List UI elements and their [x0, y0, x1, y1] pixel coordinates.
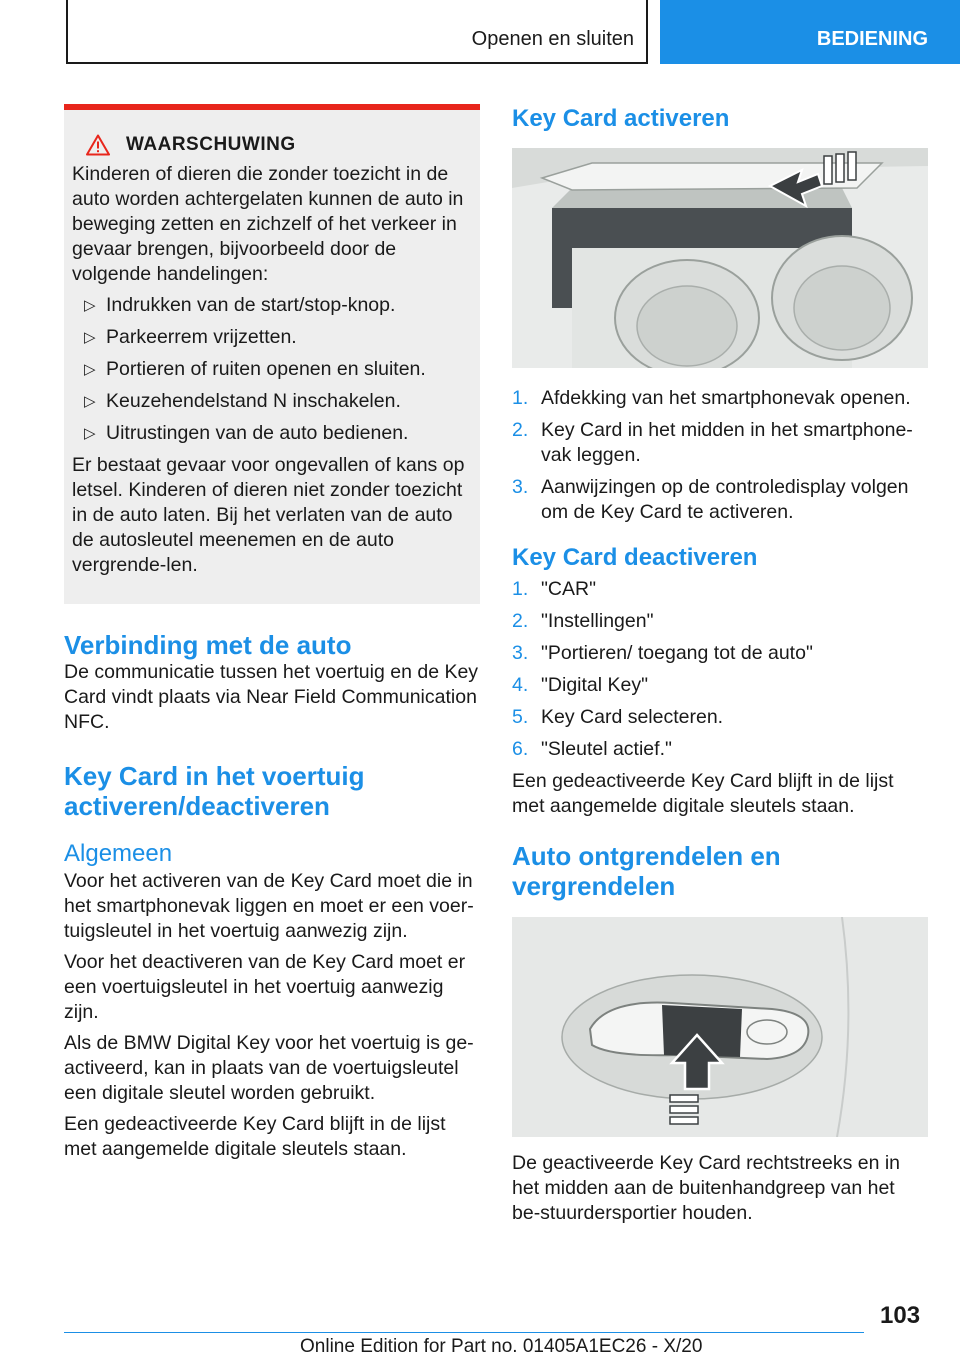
list-item: ▷ Portieren of ruiten openen en sluiten. [72, 357, 472, 382]
list-item: ▷ Indrukken van de start/stop-knop. [72, 293, 472, 318]
triangle-bullet-icon: ▷ [84, 425, 96, 442]
section-heading-keycard: Key Card in het voertuig activeren/deactiveren [64, 761, 365, 821]
paragraph: Een gedeactiveerde Key Card blijft in de lijst met aangemelde digitale sleutels staan. [64, 1113, 446, 1160]
triangle-bullet-icon: ▷ [84, 297, 96, 314]
warning-box [64, 104, 480, 604]
section-header [66, 0, 648, 64]
subheading-deactiveren: Key Card deactiveren [512, 544, 758, 571]
list-item: 4. "Digital Key" [512, 674, 649, 696]
list-item: 5. Key Card selecteren. [512, 706, 724, 728]
paragraph: Als de BMW Digital Key voor het voertuig is ge-activeerd, kan in plaats van de voertuigsleutel een digitale sleutel worden gebruikt. [64, 1032, 474, 1104]
footer-edition: Online Edition for Part no. 01405A1EC26 - X/20 [300, 1336, 703, 1357]
left-column [64, 104, 480, 1168]
footer-divider [64, 1332, 864, 1333]
subheading-algemeen: Algemeen [64, 840, 173, 867]
door-handle-image [512, 917, 928, 1137]
list-item: 3. "Portieren/ toegang tot de auto" [512, 642, 813, 664]
section-heading-verbinding: Verbinding met de auto [64, 630, 352, 660]
list-item: ▷ Parkeerrem vrijzetten. [72, 325, 472, 350]
warning-intro: Kinderen of dieren die zonder toezicht in de auto worden achtergelaten kunnen de auto in beweging zetten en zichzelf of het verkeer in gevaar brengen, bijvoorbeeld door de volgende handelingen: [72, 163, 464, 285]
verbinding-text: De communicatie tussen het voertuig en de Key Card vindt plaats via Near Field Communication NFC. [64, 661, 479, 733]
warning-title: WAARSCHUWING [126, 134, 296, 155]
deactivation-steps [512, 577, 928, 762]
triangle-bullet-icon: ▷ [84, 329, 96, 346]
list-item: 2. Key Card in het midden in het smartphone-vak leggen. [512, 419, 913, 466]
activation-steps [512, 386, 928, 525]
list-item: ▷ Keuzehendelstand N inschakelen. [72, 389, 472, 414]
door-handle-illustration [512, 917, 928, 1137]
section-heading-ontgrendelen: Auto ontgrendelen en vergrendelen [512, 841, 781, 901]
list-item: 1. "CAR" [512, 578, 597, 600]
section-title: Openen en sluiten [471, 28, 634, 50]
page-number: 103 [880, 1302, 921, 1329]
list-item: 6. "Sleutel actief." [512, 738, 672, 760]
page-header [0, 0, 960, 66]
deactivation-note: Een gedeactiveerde Key Card blijft in de lijst met aangemelde digitale sleutels staan. [512, 770, 894, 817]
triangle-bullet-icon: ▷ [84, 361, 96, 378]
warning-triangle-icon [86, 134, 110, 156]
smartphone-tray-image [512, 148, 928, 368]
warning-list [72, 293, 472, 446]
triangle-bullet-icon: ▷ [84, 393, 96, 410]
paragraph: Voor het deactiveren van de Key Card moet er een voertuigsleutel in het voertuig aanwezig zijn. [64, 951, 466, 1023]
paragraph: Voor het activeren van de Key Card moet die in het smartphonevak liggen en moet er een voer-tuigsleutel in het voertuig aanwezig zijn. [64, 870, 474, 942]
subheading-activeren: Key Card activeren [512, 105, 730, 132]
right-column [512, 104, 928, 1232]
list-item: 1. Afdekking van het smartphonevak openen. [512, 387, 911, 409]
chapter-title: BEDIENING [816, 28, 928, 50]
ontgrendelen-text: De geactiveerde Key Card rechtstreeks en in het midden aan de buitenhandgreep van het be-stuurdersportier houden. [512, 1152, 901, 1224]
list-item: 3. Aanwijzingen op de controledisplay volgen om de Key Card te activeren. [512, 476, 909, 523]
warning-outro: Er bestaat gevaar voor ongevallen of kans op letsel. Kinderen of dieren niet zonder toezicht in de auto laten. Bij het verlaten van de auto de autosleutel meenemen en de auto vergrende-len. [72, 454, 465, 576]
chapter-tab [660, 0, 960, 64]
smartphone-tray-illustration [512, 148, 928, 368]
list-item: 2. "Instellingen" [512, 610, 654, 632]
warning-heading [86, 134, 472, 156]
list-item: ▷ Uitrustingen van de auto bedienen. [72, 421, 472, 446]
